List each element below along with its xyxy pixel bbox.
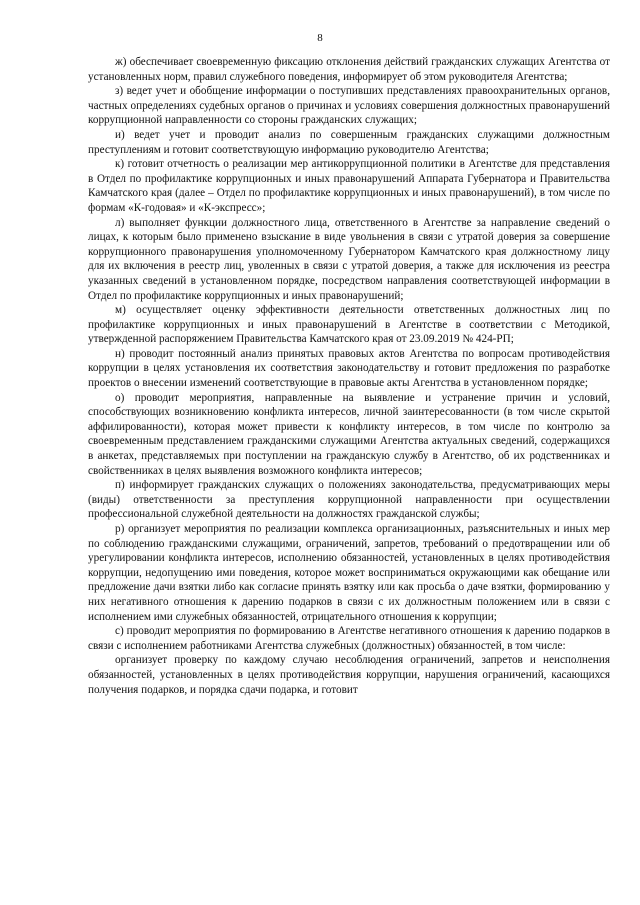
paragraph-z: з) ведет учет и обобщение информации о поступивших представлениях правоохранительных органов, частных определениях судебных органов о причинах и условиях совершения должностных правонарушений коррупционной направленности со стороны гражданских служащих; — [88, 85, 610, 127]
paragraph-i: и) ведет учет и проводит анализ по совершенным гражданских служащими должностным преступлениям и готовит соответствующую информацию руководителю Агентства; — [88, 128, 610, 156]
paragraph-k: к) готовит отчетность о реализации мер антикоррупционной политики в Агентстве для представления в Отдел по профилактике коррупционных и иных правонарушений Аппарата Губернатора и Правительства Камчатского края (далее – Отдел по профилактике коррупционных и иных правонарушений), в том числе по формам «К-годовая» и «К-экспресс»; — [88, 158, 610, 214]
paragraph-r: р) организует мероприятия по реализации комплекса организационных, разъяснительных и иных мер по соблюдению гражданскими служащими, ограничений, запретов, требований о предотвращении или об урегулировании конфликта интересов, исполнению обязанностей, установленных в целях противодействия коррупции, недопущению ими поведения, которое может восприниматься окружающими как обещание или предложение дачи взятки либо как согласие принять взятку или как просьба о даче взятки, формированию у них негативного отношения к дарению подарков в связи с их должностным положением или в связи с исполнением ими служебных обязанностей, отрицательного отношения к коррупции; — [88, 523, 610, 623]
document-body — [88, 55, 610, 697]
paragraph-s-detail: организует проверку по каждому случаю несоблюдения ограничений, запретов и неисполнения обязанностей, установленных в целях противодействия коррупции, нарушения ограничений, касающихся получения подарков, и порядка сдачи подарка, и готовит — [88, 654, 610, 696]
paragraph-m: м) осуществляет оценку эффективности деятельности ответственных должностных лиц по профилактике коррупционных и иных правонарушений в Агентстве в соответствии с Методикой, утвержденной распоряжением Правительства Камчатского края от 23.09.2019 № 424-РП; — [88, 304, 610, 346]
paragraph-zh: ж) обеспечивает своевременную фиксацию отклонения действий гражданских служащих Агентства от установленных норм, правил служебного поведения, информирует об этом руководителя Агентства; — [88, 56, 610, 83]
paragraph-p: п) информирует гражданских служащих о положениях законодательства, предусматривающих меры (виды) ответственности за преступления коррупционной направленности при осуществлении профессиональной служебной деятельности на должностях гражданской службы; — [88, 479, 610, 521]
paragraph-o: о) проводит мероприятия, направленные на выявление и устранение причин и условий, способствующих возникновению конфликта интересов, личной заинтересованности (в том числе скрытой аффилированности), которая может привести к конфликту интересов, в том числе по контролю за своевременным представлением гражданскими служащими Агентства актуальных сведений, содержащихся в анкетах, представляемых при поступлении на гражданскую службу в Агентство, об их родственниках и свойственниках в целях выявления возможного конфликта интересов; — [88, 391, 610, 477]
paragraph-l: л) выполняет функции должностного лица, ответственного в Агентстве за направление сведений о лицах, к которым было применено взыскание в виде увольнения в связи с утратой доверия за совершение коррупционного правонарушения уполномоченному Губернатором Камчатского края должностному лицу для их включения в реестр лиц, уволенных в связи с утратой доверия, а также для исключения из реестра указанных сведений в установленном порядке, посредством направления соответствующей информации в Отдел по профилактике коррупционных и иных правонарушений; — [88, 216, 610, 302]
paragraph-s: с) проводит мероприятия по формированию в Агентстве негативного отношения к дарению подарков в связи с исполнением работниками Агентства служебных (должностных) обязанностей, в том числе: — [88, 625, 610, 652]
paragraph-n: н) проводит постоянный анализ принятых правовых актов Агентства по вопросам противодействия коррупции в целях установления их соответствия законодательству и готовит предложения по разработке проектов о внесении изменений соответствующие в правовые акты Агентства в установленном порядке; — [88, 347, 610, 390]
page-number: 8 — [317, 32, 323, 44]
